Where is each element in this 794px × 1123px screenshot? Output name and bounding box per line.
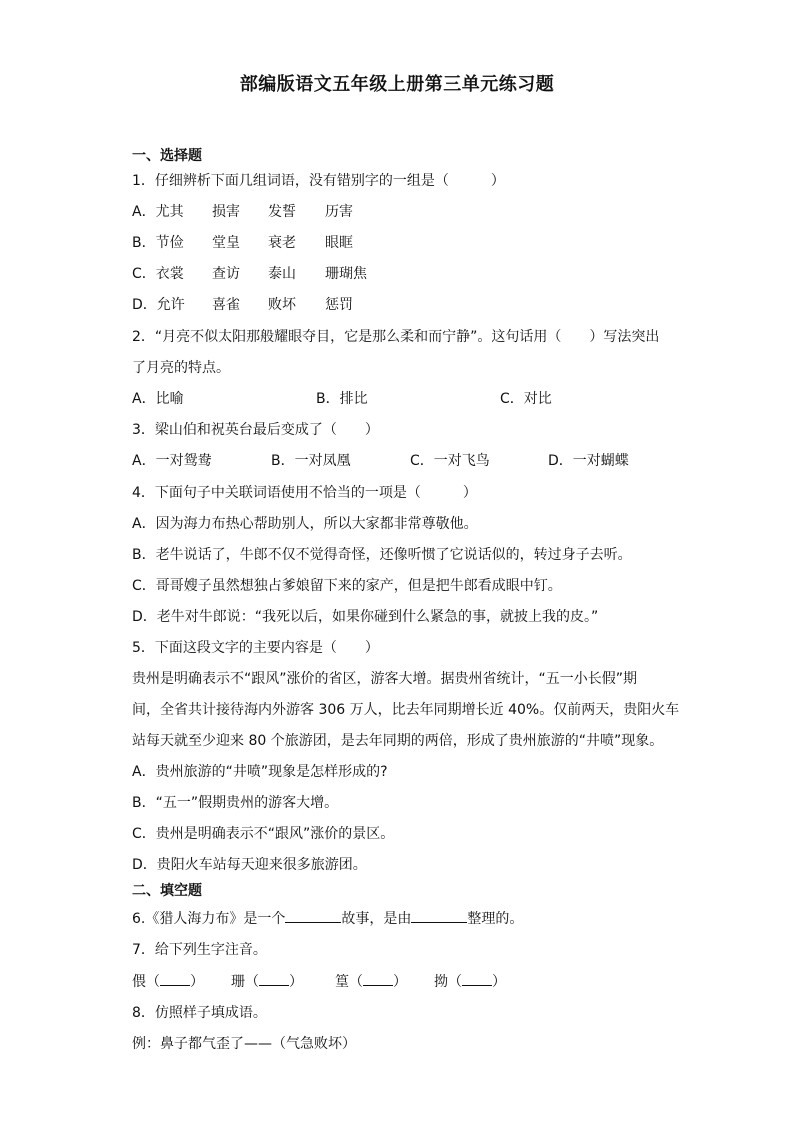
word: D．允许 bbox=[132, 297, 185, 313]
question-5-option-d[interactable]: D．贵阳火车站每天迎来很多旅游团。 bbox=[132, 857, 367, 873]
answer-blank[interactable] bbox=[411, 908, 467, 923]
section-heading-choice: 一、选择题 bbox=[132, 148, 202, 164]
section-heading-fill: 二、填空题 bbox=[132, 883, 202, 899]
question-4-option-a[interactable]: A．因为海力布热心帮助别人，所以大家都非常尊敬他。 bbox=[132, 516, 478, 532]
word: 衰老 bbox=[268, 235, 296, 251]
pinyin-item: 偎（ ） bbox=[132, 971, 204, 992]
word: 损害 bbox=[212, 204, 240, 220]
word: 发誓 bbox=[268, 204, 296, 220]
option-a[interactable]: A．一对鸳鸯 bbox=[132, 453, 212, 469]
word: A．尤其 bbox=[132, 204, 184, 220]
word: 惩罚 bbox=[325, 297, 353, 313]
question-4-option-d[interactable]: D．老牛对牛郎说：“我死以后，如果你碰到什么紧急的事，就披上我的皮。” bbox=[132, 609, 599, 625]
question-2-options bbox=[132, 389, 732, 409]
option-a[interactable]: A．比喻 bbox=[132, 391, 184, 407]
question-6-text: 整理的。 bbox=[467, 911, 524, 927]
question-5-stem: 5．下面这段文字的主要内容是（ ） bbox=[132, 640, 379, 656]
page-title: 部编版语文五年级上册第三单元练习题 bbox=[239, 74, 555, 95]
question-4-stem: 4．下面句子中关联词语使用不恰当的一项是（ ） bbox=[132, 485, 477, 501]
answer-blank[interactable] bbox=[259, 971, 289, 986]
question-1-stem: 1．仔细辨析下面几组词语，没有错别字的一组是（ ） bbox=[132, 173, 505, 189]
answer-blank[interactable] bbox=[285, 908, 341, 923]
question-4-option-b[interactable]: B．老牛说话了，牛郎不仅不觉得奇怪，还像听惯了它说话似的，转过身子去听。 bbox=[132, 547, 632, 563]
word: 喜雀 bbox=[212, 297, 240, 313]
word: B．节俭 bbox=[132, 235, 184, 251]
option-b[interactable]: B．一对凤凰 bbox=[271, 453, 351, 469]
word: C．衣裳 bbox=[132, 266, 184, 282]
word: 泰山 bbox=[268, 266, 296, 282]
option-d[interactable]: D．一对蝴蝶 bbox=[548, 453, 629, 469]
option-c[interactable]: C．一对飞鸟 bbox=[410, 453, 490, 469]
question-7-stem: 7．给下列生字注音。 bbox=[132, 942, 267, 958]
question-6-text: 6.《猎人海力布》是一个 bbox=[132, 911, 286, 927]
answer-blank[interactable] bbox=[363, 971, 393, 986]
question-1-option-c[interactable] bbox=[132, 264, 732, 284]
word: 历害 bbox=[325, 204, 353, 220]
question-2-stem: 2．“月亮不似太阳那般耀眼夺目，它是那么柔和而宁静”。这句话用（ ）写法突出 bbox=[132, 329, 660, 345]
question-6-text: 故事，是由 bbox=[341, 911, 412, 927]
question-1-option-b[interactable] bbox=[132, 233, 732, 253]
word: 败坏 bbox=[268, 297, 296, 313]
question-8-stem: 8．仿照样子填成语。 bbox=[132, 1005, 267, 1021]
question-1-option-a[interactable] bbox=[132, 202, 732, 222]
answer-blank[interactable] bbox=[462, 971, 492, 986]
pinyin-item: 珊（ ） bbox=[231, 971, 303, 992]
question-5-passage-line: 贵州是明确表示不“跟风”涨价的省区，游客大增。据贵州省统计，“五一小长假”期 bbox=[132, 671, 638, 687]
question-4-option-c[interactable]: C．哥哥嫂子虽然想独占爹娘留下来的家产，但是把牛郎看成眼中钉。 bbox=[132, 578, 562, 594]
question-3-stem: 3．梁山伯和祝英台最后变成了（ ） bbox=[132, 422, 379, 438]
question-5-option-a[interactable]: A．贵州旅游的“井喷”现象是怎样形成的? bbox=[132, 764, 388, 780]
question-3-options bbox=[132, 451, 732, 471]
question-5-option-b[interactable]: B．“五一”假期贵州的游客大增。 bbox=[132, 795, 339, 811]
question-1-option-d[interactable] bbox=[132, 295, 732, 315]
option-c[interactable]: C．对比 bbox=[500, 391, 552, 407]
question-6 bbox=[132, 908, 523, 929]
option-b[interactable]: B．排比 bbox=[316, 391, 368, 407]
question-7-items bbox=[132, 971, 732, 991]
word: 眼眶 bbox=[325, 235, 353, 251]
pinyin-item: 拗（ ） bbox=[434, 971, 506, 992]
question-2-stem-cont: 了月亮的特点。 bbox=[132, 360, 230, 376]
word: 堂皇 bbox=[212, 235, 240, 251]
question-5-passage-line: 间，全省共计接待海内外游客 306 万人，比去年同期增长近 40%。仅前两天，贵阳火车 bbox=[132, 702, 680, 718]
question-5-option-c[interactable]: C．贵州是明确表示不“跟风”涨价的景区。 bbox=[132, 826, 395, 842]
word: 珊瑚焦 bbox=[325, 266, 367, 282]
question-8-example: 例：鼻子都气歪了——（气急败坏） bbox=[132, 1036, 356, 1052]
answer-blank[interactable] bbox=[160, 971, 190, 986]
word: 查访 bbox=[212, 266, 240, 282]
question-5-passage-line: 站每天就至少迎来 80 个旅游团，是去年同期的两倍，形成了贵州旅游的“井喷”现象。 bbox=[132, 733, 664, 749]
pinyin-item: 篁（ ） bbox=[335, 971, 407, 992]
